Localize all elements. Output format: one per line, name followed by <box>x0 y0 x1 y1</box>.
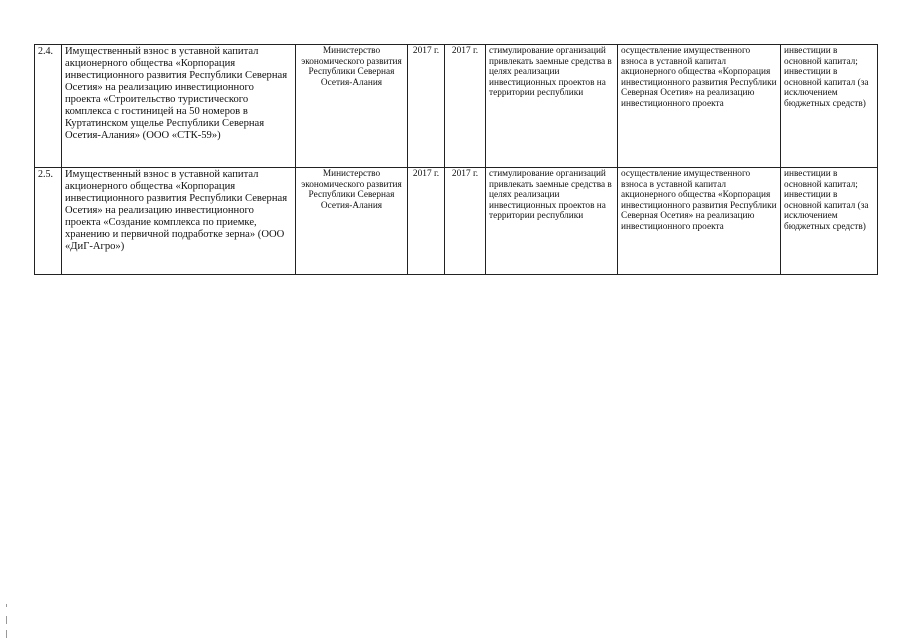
measure-goal: стимулирование организаций привлекать заемные средства в целях реализации инвестиционных проектов на территории республики <box>486 45 618 168</box>
end-year: 2017 г. <box>445 168 486 275</box>
measures-table <box>34 44 878 275</box>
measure-goal: стимулирование организаций привлекать заемные средства в целях реализации инвестиционных проектов на территории республики <box>486 168 618 275</box>
table-row <box>35 45 878 168</box>
end-year: 2017 г. <box>445 45 486 168</box>
responsible-executor: Министерство экономического развития Республики Северная Осетия-Алания <box>296 45 408 168</box>
indicator-kind: инвестиции в основной капитал; инвестиции в основной капитал (за исключением бюджетных средств) <box>781 168 878 275</box>
scan-margin-marks <box>6 600 12 640</box>
responsible-executor: Министерство экономического развития Республики Северная Осетия-Алания <box>296 168 408 275</box>
measure-name: Имущественный взнос в уставной капитал акционерного общества «Корпорация инвестиционного развития Республики Северная Осетия» на реализацию инвестиционного проекта «Создание комплекса по приемке, хранению и первичной подработке зерна» (ООО «ДиГ-Агро») <box>62 168 296 275</box>
row-number: 2.5. <box>35 168 62 275</box>
table-row <box>35 168 878 275</box>
measure-task: осуществление имущественного взноса в уставной капитал акционерного общества «Корпорация инвестиционного развития Республики Северная Осетия» на реализацию инвестиционного проекта <box>618 45 781 168</box>
start-year: 2017 г. <box>408 168 445 275</box>
row-number: 2.4. <box>35 45 62 168</box>
measure-task: осуществление имущественного взноса в уставной капитал акционерного общества «Корпорация инвестиционного развития Республики Северная Осетия» на реализацию инвестиционного проекта <box>618 168 781 275</box>
start-year: 2017 г. <box>408 45 445 168</box>
indicator-kind: инвестиции в основной капитал; инвестиции в основной капитал (за исключением бюджетных средств) <box>781 45 878 168</box>
measure-name: Имущественный взнос в уставной капитал акционерного общества «Корпорация инвестиционного развития Республики Северная Осетия» на реализацию инвестиционного проекта «Строительство туристического комплекса с гостиницей на 50 номеров в Куртатинском ущелье Республики Северная Осетия-Алания» (ООО «СТК-59») <box>62 45 296 168</box>
